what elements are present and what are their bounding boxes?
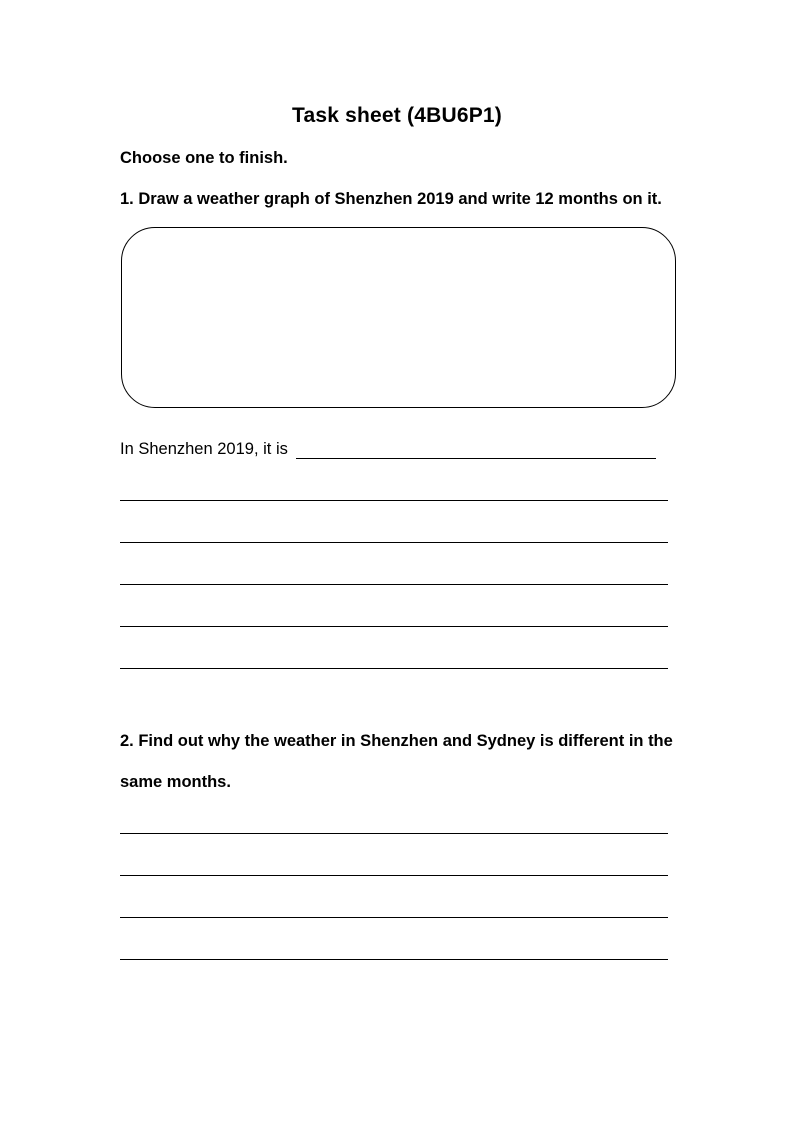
prompt-answer-blank[interactable] [296,458,656,459]
answer-line-q1-3[interactable] [120,584,668,585]
answer-line-q1-5[interactable] [120,668,668,669]
answer-line-q1-2[interactable] [120,542,668,543]
question-1-prompt: In Shenzhen 2019, it is [120,440,288,458]
question-2-text-line-2: same months. [120,773,231,791]
question-2-text-line-1: 2. Find out why the weather in Shenzhen and Sydney is different in the [120,732,673,750]
question-1-text: 1. Draw a weather graph of Shenzhen 2019 and write 12 months on it. [120,190,662,208]
instruction-text: Choose one to finish. [120,149,288,167]
answer-line-q2-3[interactable] [120,917,668,918]
answer-line-q2-4[interactable] [120,959,668,960]
answer-line-q2-1[interactable] [120,833,668,834]
answer-line-q1-4[interactable] [120,626,668,627]
answer-line-q1-1[interactable] [120,500,668,501]
weather-graph-drawing-box[interactable] [121,227,676,408]
page-title: Task sheet (4BU6P1) [292,104,502,127]
answer-line-q2-2[interactable] [120,875,668,876]
